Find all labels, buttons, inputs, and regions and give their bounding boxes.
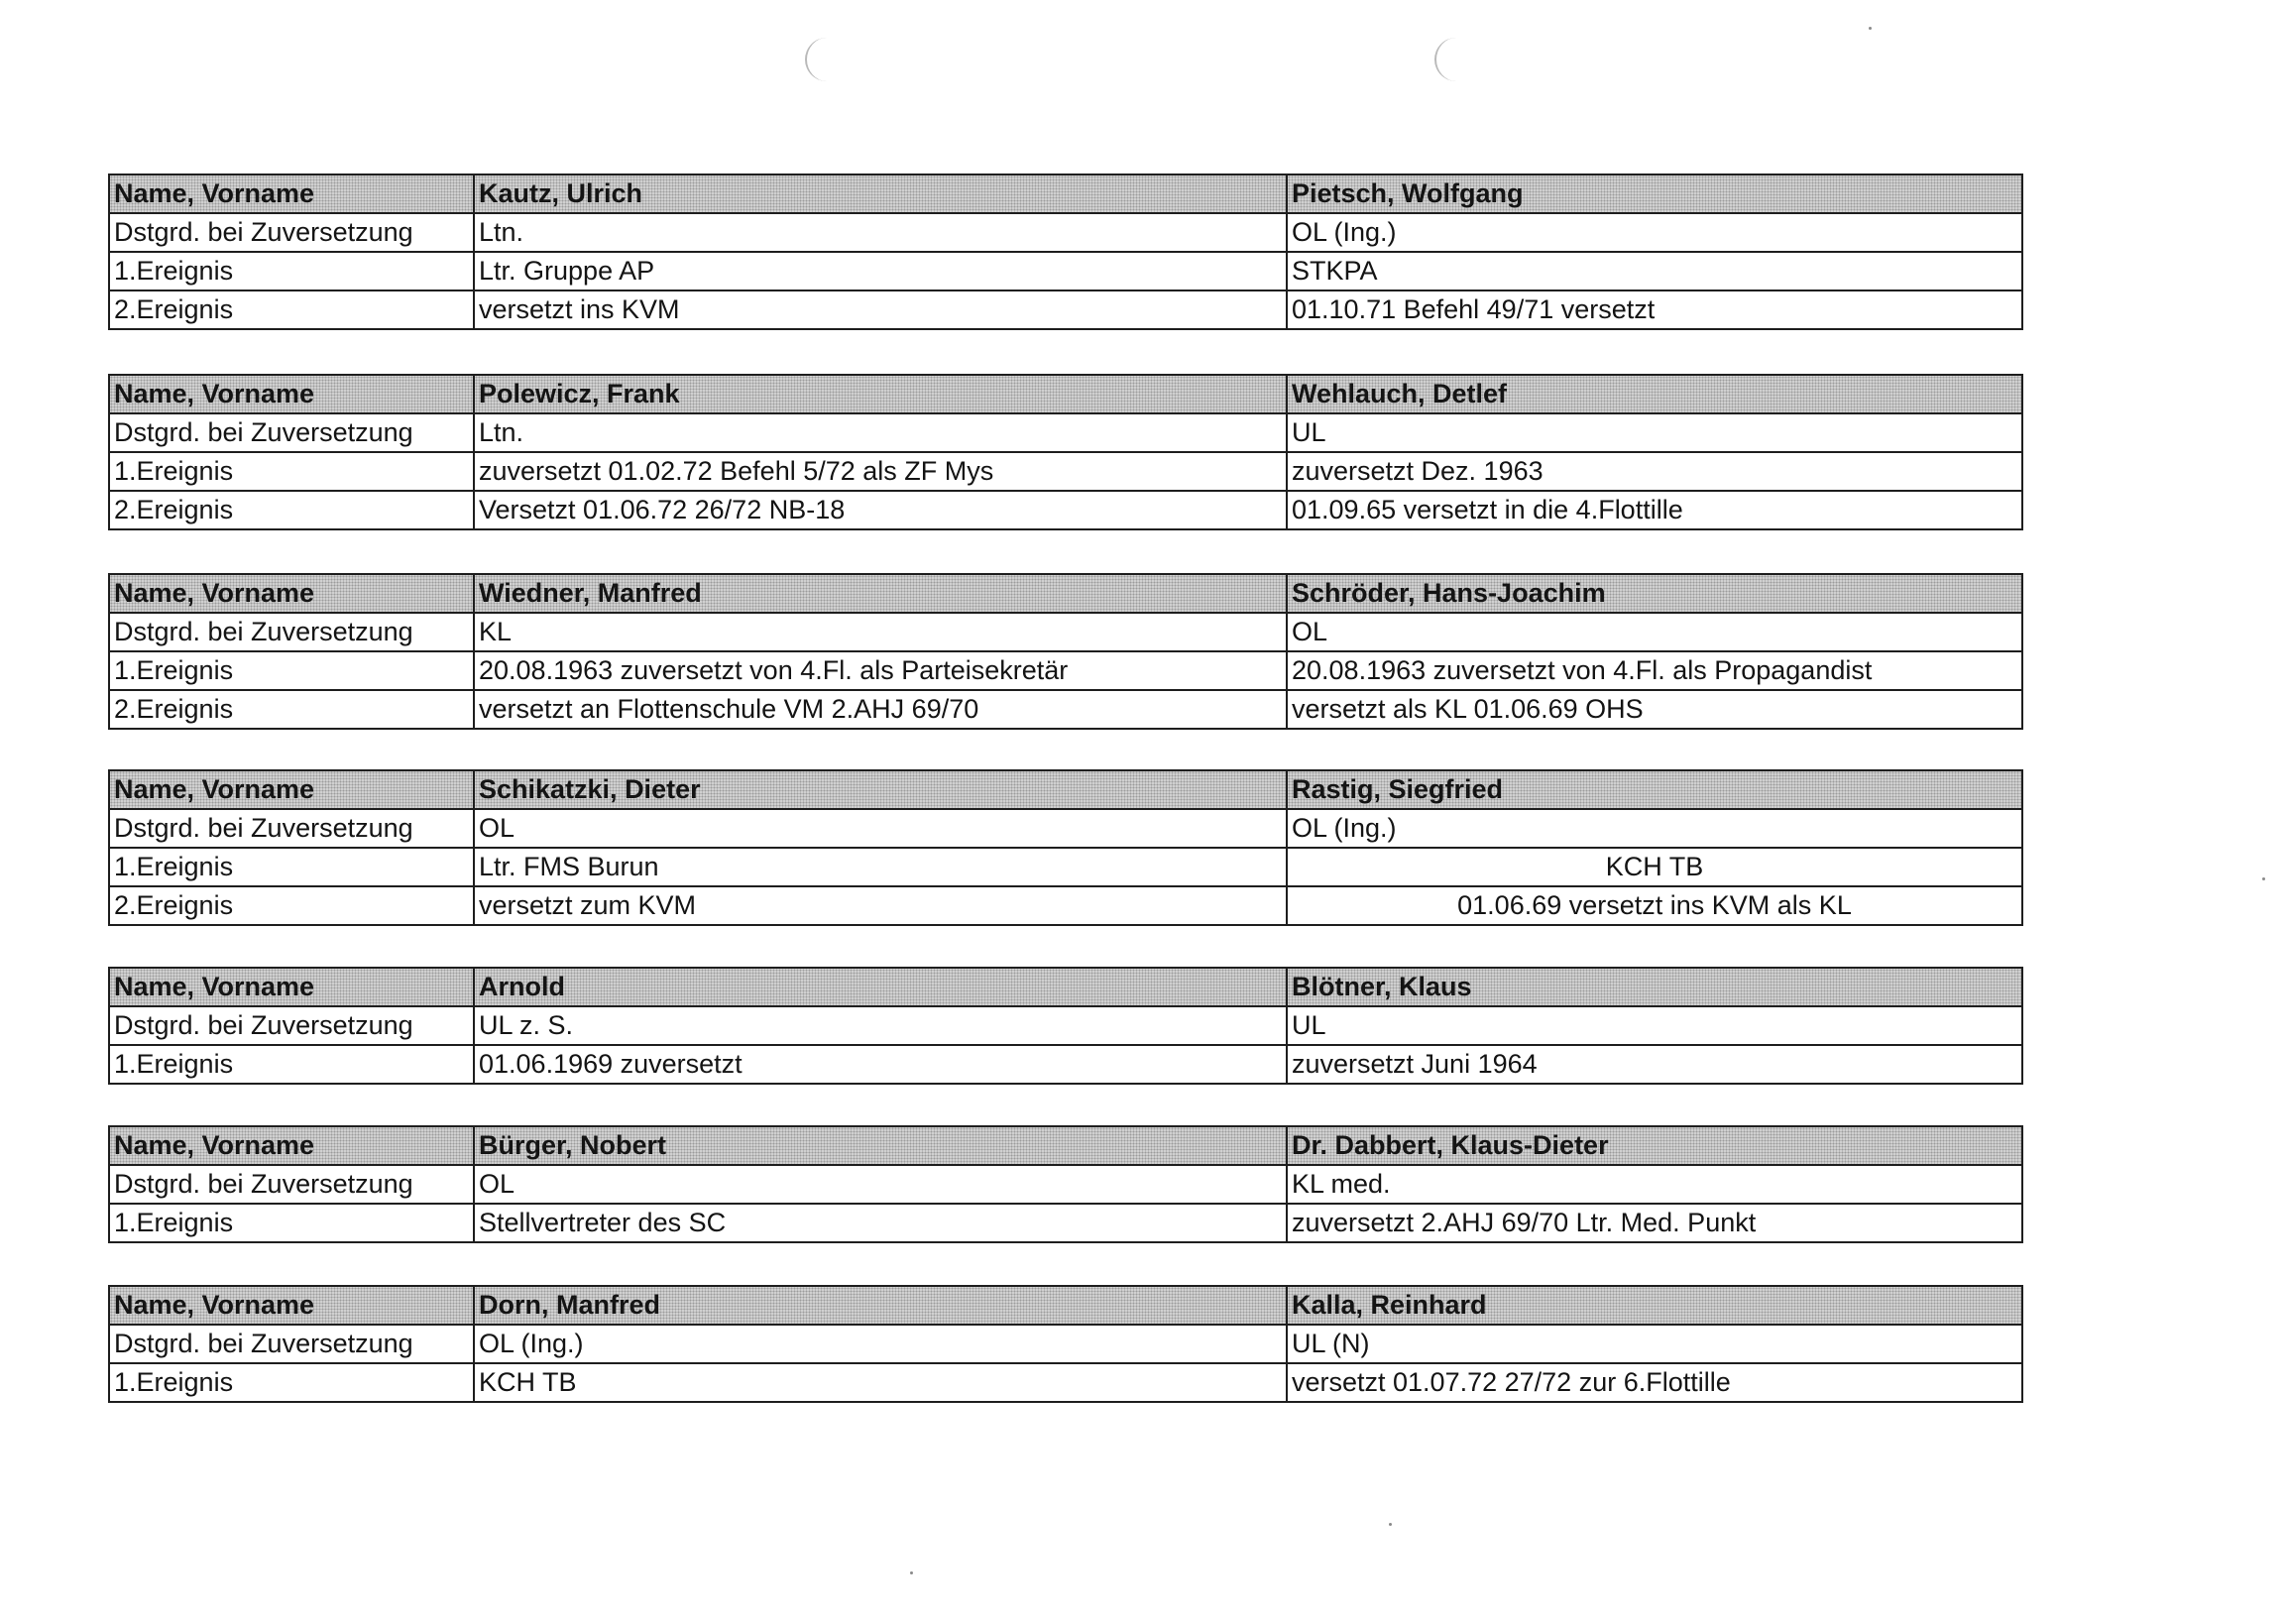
punch-hole-mark: [1434, 38, 1458, 81]
person-a-value-cell: OL: [474, 1165, 1287, 1204]
person-a-name-cell: Arnold: [474, 968, 1287, 1006]
row-label-cell: 1.Ereignis: [109, 651, 474, 690]
row-label-cell: 2.Ereignis: [109, 886, 474, 925]
person-b-value-cell: STKPA: [1287, 252, 2022, 290]
record-row: [109, 1006, 2022, 1045]
record-row: [109, 651, 2022, 690]
header-label-cell: Name, Vorname: [109, 1126, 474, 1165]
person-a-value-cell: zuversetzt 01.02.72 Befehl 5/72 als ZF Mys: [474, 452, 1287, 491]
header-label-cell: Name, Vorname: [109, 574, 474, 613]
person-a-value-cell: Ltr. FMS Burun: [474, 848, 1287, 886]
header-label-cell: Name, Vorname: [109, 174, 474, 213]
record-row: [109, 848, 2022, 886]
personnel-record-table: [108, 374, 2023, 530]
scan-speck: [1869, 27, 1872, 30]
record-header-row: [109, 174, 2022, 213]
person-b-value-cell: OL: [1287, 613, 2022, 651]
person-a-name-cell: Wiedner, Manfred: [474, 574, 1287, 613]
row-label-cell: Dstgrd. bei Zuversetzung: [109, 413, 474, 452]
record-row: [109, 491, 2022, 529]
person-a-value-cell: Stellvertreter des SC: [474, 1204, 1287, 1242]
record-header-row: [109, 1126, 2022, 1165]
scan-speck: [1389, 1523, 1392, 1526]
record-header-row: [109, 574, 2022, 613]
row-label-cell: 1.Ereignis: [109, 1045, 474, 1084]
person-b-name-cell: Kalla, Reinhard: [1287, 1286, 2022, 1325]
record-header-row: [109, 968, 2022, 1006]
person-b-value-cell: UL: [1287, 1006, 2022, 1045]
person-a-value-cell: Ltn.: [474, 213, 1287, 252]
punch-hole-mark: [805, 38, 829, 81]
personnel-record-table: [108, 967, 2023, 1085]
person-a-value-cell: versetzt ins KVM: [474, 290, 1287, 329]
header-label-cell: Name, Vorname: [109, 968, 474, 1006]
person-b-name-cell: Wehlauch, Detlef: [1287, 375, 2022, 413]
row-label-cell: Dstgrd. bei Zuversetzung: [109, 1325, 474, 1363]
person-a-value-cell: KL: [474, 613, 1287, 651]
header-label-cell: Name, Vorname: [109, 1286, 474, 1325]
record-row: [109, 413, 2022, 452]
header-label-cell: Name, Vorname: [109, 770, 474, 809]
person-b-name-cell: Dr. Dabbert, Klaus-Dieter: [1287, 1126, 2022, 1165]
header-label-cell: Name, Vorname: [109, 375, 474, 413]
record-row: [109, 1204, 2022, 1242]
personnel-record-table: [108, 769, 2023, 926]
person-b-value-cell: zuversetzt Juni 1964: [1287, 1045, 2022, 1084]
person-a-value-cell: OL: [474, 809, 1287, 848]
record-header-row: [109, 770, 2022, 809]
row-label-cell: 2.Ereignis: [109, 290, 474, 329]
personnel-record-table: [108, 1125, 2023, 1243]
person-a-value-cell: Ltn.: [474, 413, 1287, 452]
person-a-value-cell: OL (Ing.): [474, 1325, 1287, 1363]
row-label-cell: 1.Ereignis: [109, 848, 474, 886]
person-b-value-cell: UL (N): [1287, 1325, 2022, 1363]
person-a-name-cell: Schikatzki, Dieter: [474, 770, 1287, 809]
record-row: [109, 213, 2022, 252]
person-a-value-cell: UL z. S.: [474, 1006, 1287, 1045]
person-b-name-cell: Schröder, Hans-Joachim: [1287, 574, 2022, 613]
person-a-value-cell: KCH TB: [474, 1363, 1287, 1402]
person-b-name-cell: Blötner, Klaus: [1287, 968, 2022, 1006]
record-row: [109, 1363, 2022, 1402]
row-label-cell: 1.Ereignis: [109, 252, 474, 290]
personnel-record-table: [108, 174, 2023, 330]
person-b-value-cell: 01.06.69 versetzt ins KVM als KL: [1287, 886, 2022, 925]
person-a-value-cell: 20.08.1963 zuversetzt von 4.Fl. als Parteisekretär: [474, 651, 1287, 690]
person-a-value-cell: Versetzt 01.06.72 26/72 NB-18: [474, 491, 1287, 529]
person-a-name-cell: Bürger, Nobert: [474, 1126, 1287, 1165]
row-label-cell: Dstgrd. bei Zuversetzung: [109, 809, 474, 848]
record-row: [109, 1045, 2022, 1084]
personnel-record-table: [108, 573, 2023, 730]
record-row: [109, 1325, 2022, 1363]
person-a-value-cell: Ltr. Gruppe AP: [474, 252, 1287, 290]
personnel-record-table: [108, 1285, 2023, 1403]
record-row: [109, 886, 2022, 925]
row-label-cell: Dstgrd. bei Zuversetzung: [109, 1006, 474, 1045]
row-label-cell: 2.Ereignis: [109, 690, 474, 729]
person-b-value-cell: 01.10.71 Befehl 49/71 versetzt: [1287, 290, 2022, 329]
person-b-value-cell: KL med.: [1287, 1165, 2022, 1204]
record-row: [109, 1165, 2022, 1204]
person-b-value-cell: UL: [1287, 413, 2022, 452]
scan-speck: [2262, 877, 2265, 880]
person-b-value-cell: KCH TB: [1287, 848, 2022, 886]
person-b-name-cell: Rastig, Siegfried: [1287, 770, 2022, 809]
person-b-value-cell: versetzt 01.07.72 27/72 zur 6.Flottille: [1287, 1363, 2022, 1402]
person-b-value-cell: zuversetzt 2.AHJ 69/70 Ltr. Med. Punkt: [1287, 1204, 2022, 1242]
record-header-row: [109, 375, 2022, 413]
scan-speck: [910, 1571, 913, 1574]
row-label-cell: 1.Ereignis: [109, 1204, 474, 1242]
row-label-cell: Dstgrd. bei Zuversetzung: [109, 213, 474, 252]
row-label-cell: 2.Ereignis: [109, 491, 474, 529]
record-row: [109, 452, 2022, 491]
person-a-name-cell: Kautz, Ulrich: [474, 174, 1287, 213]
person-b-value-cell: 20.08.1963 zuversetzt von 4.Fl. als Propagandist: [1287, 651, 2022, 690]
person-b-value-cell: 01.09.65 versetzt in die 4.Flottille: [1287, 491, 2022, 529]
record-row: [109, 252, 2022, 290]
record-row: [109, 290, 2022, 329]
person-b-value-cell: OL (Ing.): [1287, 213, 2022, 252]
record-row: [109, 809, 2022, 848]
record-row: [109, 690, 2022, 729]
person-a-name-cell: Dorn, Manfred: [474, 1286, 1287, 1325]
person-b-value-cell: zuversetzt Dez. 1963: [1287, 452, 2022, 491]
person-b-value-cell: OL (Ing.): [1287, 809, 2022, 848]
person-b-value-cell: versetzt als KL 01.06.69 OHS: [1287, 690, 2022, 729]
person-a-value-cell: versetzt an Flottenschule VM 2.AHJ 69/70: [474, 690, 1287, 729]
person-a-value-cell: versetzt zum KVM: [474, 886, 1287, 925]
row-label-cell: 1.Ereignis: [109, 1363, 474, 1402]
row-label-cell: Dstgrd. bei Zuversetzung: [109, 1165, 474, 1204]
row-label-cell: 1.Ereignis: [109, 452, 474, 491]
record-header-row: [109, 1286, 2022, 1325]
record-row: [109, 613, 2022, 651]
row-label-cell: Dstgrd. bei Zuversetzung: [109, 613, 474, 651]
person-a-value-cell: 01.06.1969 zuversetzt: [474, 1045, 1287, 1084]
person-a-name-cell: Polewicz, Frank: [474, 375, 1287, 413]
person-b-name-cell: Pietsch, Wolfgang: [1287, 174, 2022, 213]
